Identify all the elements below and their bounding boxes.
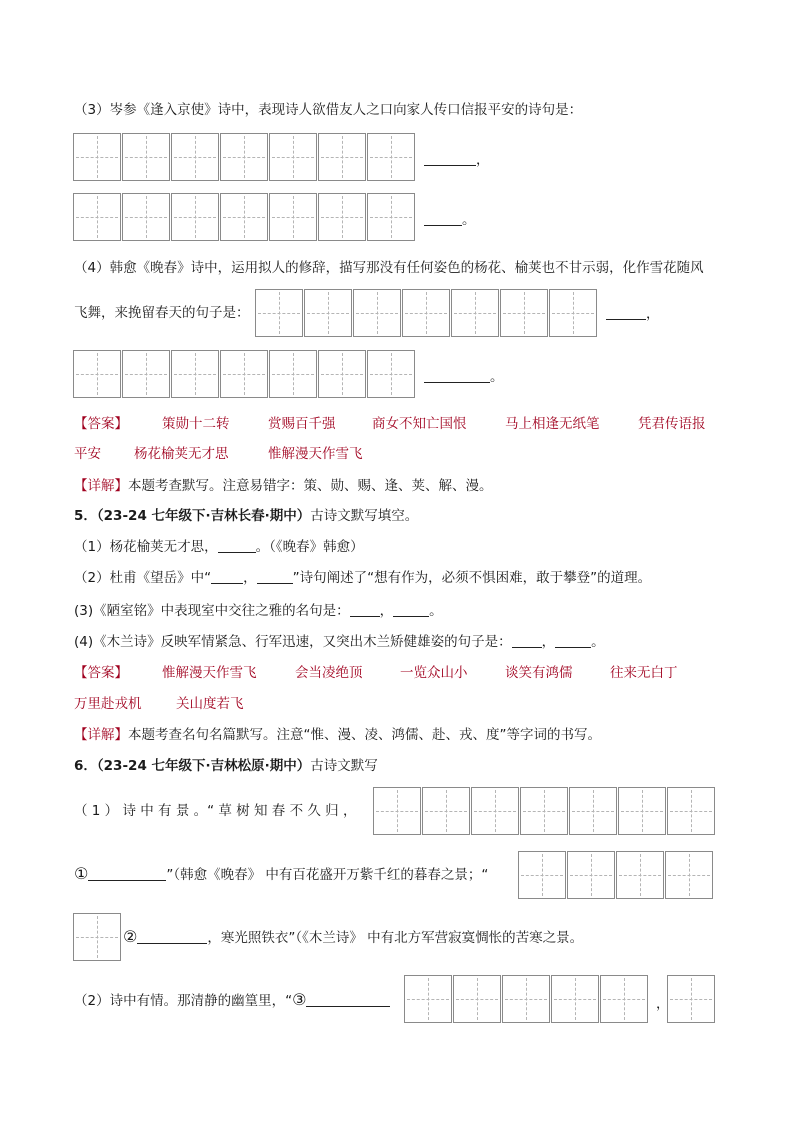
- answer-item: 马上相逢无纸笔: [505, 416, 600, 432]
- q5-part1-text: （1）杨花榆荚无才思，: [74, 539, 218, 555]
- grid-cell[interactable]: [122, 350, 170, 398]
- marker-2: ②: [123, 927, 138, 946]
- grid-cell[interactable]: [404, 975, 452, 1023]
- grid-cell[interactable]: [269, 193, 317, 241]
- grid-cell[interactable]: [667, 975, 715, 1023]
- q4-part4-line2: 飞舞，来挽留春天的句子是：: [74, 305, 250, 321]
- grid-cell[interactable]: [269, 133, 317, 181]
- answer-blank-line[interactable]: [350, 602, 380, 617]
- answer-blank-line[interactable]: [257, 569, 293, 584]
- q5-part2: [74, 568, 651, 588]
- q5-part4-text: (4)《木兰诗》反映军情紧急、行军迅速，又突出木兰矫健雄姿的句子是：: [74, 634, 512, 650]
- grid-cell[interactable]: [567, 851, 615, 899]
- q4-part3-text: 岑参《逢入京使》诗中，表现诗人欲借友人之口向家人传口信报平安的诗句是：: [109, 102, 583, 118]
- grid-cell[interactable]: [171, 193, 219, 241]
- writing-grid-q4-3-line1: [73, 133, 416, 181]
- grid-cell[interactable]: [318, 350, 366, 398]
- q4-part3-prompt: [74, 100, 582, 120]
- grid-cell[interactable]: [422, 787, 470, 835]
- writing-grid-q4-4-line2: [73, 350, 416, 398]
- grid-cell[interactable]: [73, 193, 121, 241]
- q6-part1-line2: [74, 864, 488, 885]
- grid-cell[interactable]: [318, 133, 366, 181]
- q4-part4-line1: （4）韩愈《晚春》诗中，运用拟人的修辞，描写那没有任何姿色的杨花、榆荚也不甘示弱，化作雪花随风: [74, 260, 704, 276]
- detail-text: 本题考查默写。注意易错字：策、勋、赐、逢、荚、解、漫。: [128, 478, 493, 494]
- answer-item: 往来无白丁: [610, 665, 678, 681]
- q5-heading: [74, 506, 418, 526]
- detail-q5: [74, 725, 601, 745]
- detail-tag: 【详解】: [74, 478, 128, 494]
- grid-cell[interactable]: [367, 350, 415, 398]
- grid-cell[interactable]: [616, 851, 664, 899]
- grid-cell[interactable]: [304, 289, 352, 337]
- q5-source: （23-24 七年级下·吉林长春·期中）: [96, 508, 311, 524]
- writing-grid-q6-5: [667, 975, 716, 1023]
- q5-part4: [74, 632, 605, 652]
- answer-blank-line[interactable]: [555, 633, 591, 648]
- detail-text: 本题考查名句名篇默写。注意“惟、漫、凌、鸿儒、赴、戎、度”等字词的书写。: [128, 727, 601, 743]
- answer-blank-line[interactable]: [424, 367, 504, 387]
- q5-part1: [74, 537, 364, 557]
- q5-part3: [74, 601, 443, 621]
- answer-blank-line[interactable]: [218, 538, 256, 553]
- q6-part2-text: （2）诗中有情。那清静的幽篁里，“: [74, 993, 293, 1009]
- grid-cell[interactable]: [171, 350, 219, 398]
- grid-cell[interactable]: [665, 851, 713, 899]
- answer-blank-line[interactable]: [137, 929, 207, 944]
- answer-blank-line[interactable]: [393, 602, 429, 617]
- q6-part1-line3: [123, 927, 583, 948]
- answer-blank-line[interactable]: [512, 633, 542, 648]
- grid-cell[interactable]: [171, 133, 219, 181]
- writing-grid-q6-1: [373, 787, 716, 835]
- punct: 。: [591, 634, 605, 650]
- punct: ，: [476, 152, 490, 168]
- answer-item: 会当凌绝顶: [295, 665, 363, 681]
- answer-item: 赏赐百千强: [268, 416, 336, 432]
- answer-blank-line[interactable]: [424, 150, 490, 170]
- grid-cell[interactable]: [220, 133, 268, 181]
- writing-grid-q4-3-line2: [73, 193, 416, 241]
- answer-item: 万里赴戎机: [74, 696, 142, 712]
- writing-grid-q4-4-line1: [255, 289, 598, 337]
- grid-cell[interactable]: [551, 975, 599, 1023]
- grid-cell[interactable]: [520, 787, 568, 835]
- grid-cell[interactable]: [73, 350, 121, 398]
- marker-1: ①: [74, 864, 89, 883]
- punct: ，: [243, 570, 257, 586]
- grid-cell[interactable]: [618, 787, 666, 835]
- q5-number: 5．: [74, 508, 97, 524]
- grid-cell[interactable]: [122, 133, 170, 181]
- punct: ，: [541, 634, 556, 650]
- grid-cell[interactable]: [569, 787, 617, 835]
- punct: 。: [490, 369, 504, 385]
- q6-part1-text: （ 1 ） 诗 中 有 景 。“ 草 树 知 春 不 久 归 ，: [74, 803, 357, 819]
- q6-title: 古诗文默写: [310, 758, 378, 774]
- grid-cell[interactable]: [367, 193, 415, 241]
- answer-blank-line[interactable]: [606, 304, 660, 324]
- marker-3: ③: [292, 990, 307, 1009]
- q5-part2-text-end: ”诗句阐述了“想有作为，必须不惧困难，敢于攀登”的道理。: [292, 570, 652, 586]
- answer-blank-line[interactable]: [88, 866, 166, 881]
- q6-part1-text-end: ，寒光照铁衣”（《木兰诗》 中有北方军营寂寞惆怅的苦寒之景。: [207, 930, 584, 946]
- grid-cell[interactable]: [453, 975, 501, 1023]
- grid-cell[interactable]: [220, 193, 268, 241]
- answer-item: 谈笑有鸿儒: [505, 665, 573, 681]
- grid-cell[interactable]: [471, 787, 519, 835]
- answer-item: 一览众山小: [400, 665, 468, 681]
- grid-cell[interactable]: [318, 193, 366, 241]
- q6-number: 6．: [74, 758, 97, 774]
- detail-q4: [74, 476, 493, 496]
- grid-cell[interactable]: [255, 289, 303, 337]
- grid-cell[interactable]: [73, 133, 121, 181]
- answer-item: 关山度若飞: [176, 696, 244, 712]
- punct: 。: [462, 212, 476, 228]
- grid-cell[interactable]: [367, 133, 415, 181]
- grid-cell[interactable]: [518, 851, 566, 899]
- grid-cell[interactable]: [373, 787, 421, 835]
- grid-cell[interactable]: [73, 913, 121, 961]
- q4-part3-label: （3）: [74, 102, 110, 118]
- answer-blank-line[interactable]: [211, 569, 243, 584]
- answer-blank-line[interactable]: [306, 992, 390, 1007]
- punct: ，: [646, 306, 660, 322]
- punct: ，: [379, 603, 394, 619]
- answer-item: 杨花榆荚无才思: [134, 446, 229, 462]
- answer-item: 商女不知亡国恨: [372, 416, 467, 432]
- grid-cell[interactable]: [500, 289, 548, 337]
- grid-cell[interactable]: [122, 193, 170, 241]
- punct: ，: [656, 996, 670, 1012]
- grid-cell[interactable]: [402, 289, 450, 337]
- grid-cell[interactable]: [502, 975, 550, 1023]
- writing-grid-q6-4: [404, 975, 649, 1023]
- q5-part3-text: (3)《陋室铭》中表现室中交往之雅的名句是：: [74, 603, 350, 619]
- q6-part2: [74, 990, 390, 1011]
- grid-cell[interactable]: [667, 787, 715, 835]
- q5-title: 古诗文默写填空。: [310, 508, 419, 524]
- grid-cell[interactable]: [451, 289, 499, 337]
- punct: 。: [429, 603, 443, 619]
- detail-tag: 【详解】: [74, 727, 128, 743]
- writing-grid-q6-2: [518, 851, 714, 899]
- answer-tag: 【答案】: [74, 665, 128, 681]
- grid-cell[interactable]: [600, 975, 648, 1023]
- q6-part1-text-cont: ”（韩愈《晚春》 中有百花盛开万紫千红的暮春之景；“: [166, 867, 489, 883]
- grid-cell[interactable]: [353, 289, 401, 337]
- q5-part1-source: 。（《晚春》韩愈）: [255, 539, 364, 555]
- answer-item: 平安: [74, 446, 101, 462]
- answer-item: 凭君传语报: [638, 416, 706, 432]
- q6-source: （23-24 七年级下·吉林松原·期中）: [96, 758, 311, 774]
- q5-part2-text: （2）杜甫《望岳》中“: [74, 570, 212, 586]
- answer-tag: 【答案】: [74, 416, 128, 432]
- answer-item: 策勋十二转: [162, 416, 230, 432]
- answer-blank-line[interactable]: [424, 210, 476, 230]
- writing-grid-q6-3: [73, 913, 122, 961]
- q6-heading: [74, 756, 378, 776]
- answer-item: 惟解漫天作雪飞: [162, 665, 257, 681]
- grid-cell[interactable]: [269, 350, 317, 398]
- answer-item: 惟解漫天作雪飞: [268, 446, 363, 462]
- grid-cell[interactable]: [220, 350, 268, 398]
- grid-cell[interactable]: [549, 289, 597, 337]
